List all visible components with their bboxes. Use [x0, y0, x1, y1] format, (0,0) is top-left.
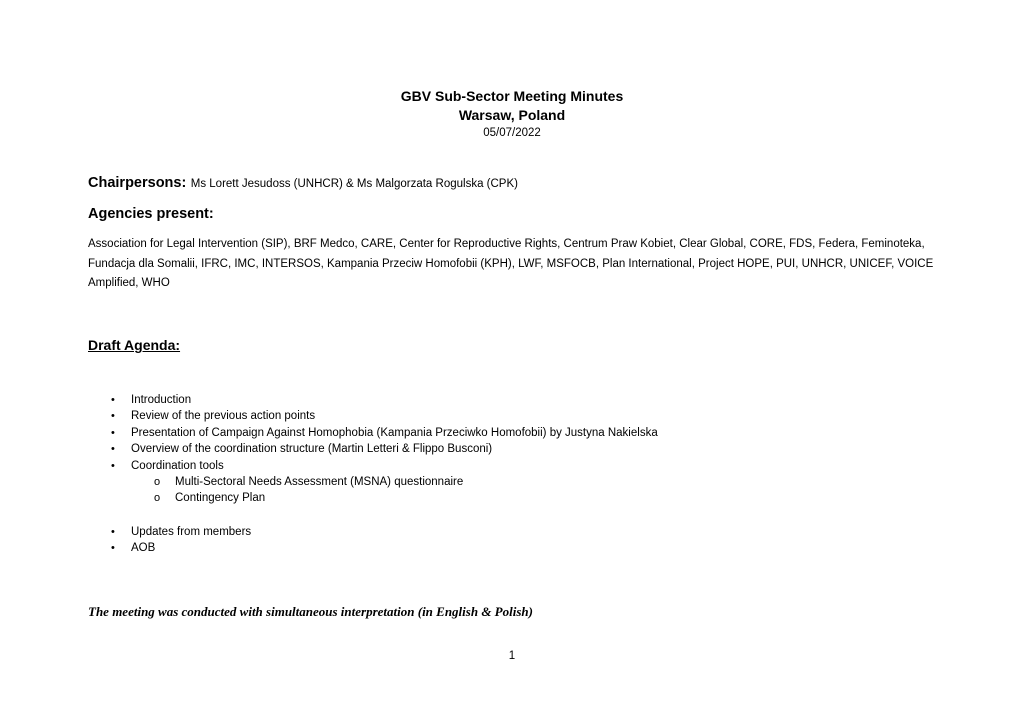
list-item	[106, 408, 926, 424]
list-item	[106, 524, 926, 540]
agenda-sub-item-text: Contingency Plan	[175, 492, 266, 505]
agencies-list: Association for Legal Intervention (SIP), BRF Medco, CARE, Center for Reproductive Rights, Centrum Praw Kobiet, Clear Global, CORE, FDS, Federa, Feminoteka, Fundacja dla Somalii, IFRC, IMC, INTERSOS, Kampania Przeciw Homofobii (KPH), LWF, MSFOCB, Plan International, Project HOPE, PUI, UNHCR, UNICEF, VOICE Amplified, WHO	[88, 238, 934, 289]
bullet-icon: •	[111, 410, 115, 423]
list-item	[106, 425, 926, 441]
agenda-list	[106, 392, 926, 557]
agenda-item-text: Overview of the coordination structure (Martin Letteri & Flippo Busconi)	[131, 443, 493, 456]
list-item	[106, 392, 926, 408]
bullet-icon: •	[111, 459, 115, 472]
interpretation-note: The meeting was conducted with simultaneous interpretation (in English & Polish)	[88, 604, 533, 619]
agenda-item-text: Coordination tools	[131, 459, 224, 472]
agencies-label: Agencies present:	[88, 206, 214, 222]
sub-list-item	[106, 474, 926, 490]
bullet-icon: •	[111, 542, 115, 555]
bullet-icon: •	[111, 443, 115, 456]
page-number: 1	[508, 650, 516, 662]
sub-bullet-icon: o	[154, 492, 161, 505]
document-location: Warsaw, Poland	[458, 107, 566, 123]
chairpersons-label: Chairpersons:	[88, 175, 187, 191]
bullet-icon: •	[111, 525, 115, 538]
agenda-heading	[88, 337, 938, 355]
document-date: 05/07/2022	[483, 127, 541, 139]
document-header	[0, 87, 1024, 142]
list-item	[106, 540, 926, 556]
sub-list-item	[106, 490, 926, 506]
bullet-icon: •	[111, 394, 115, 406]
agenda-item-text: Review of the previous action points	[131, 410, 316, 423]
chairpersons-line	[88, 174, 938, 192]
list-spacer	[106, 507, 926, 524]
list-item	[106, 458, 926, 474]
chairpersons-value: Ms Lorett Jesudoss (UNHCR) & Ms Malgorzata Rogulska (CPK)	[190, 178, 518, 190]
agencies-heading	[88, 205, 938, 223]
agenda-item-text: Introduction	[131, 394, 192, 406]
document-title: GBV Sub-Sector Meeting Minutes	[400, 88, 624, 104]
bullet-icon: •	[111, 426, 115, 439]
agenda-item-text: Updates from members	[131, 525, 252, 538]
sub-bullet-icon: o	[154, 476, 161, 489]
agenda-sub-item-text: Multi-Sectoral Needs Assessment (MSNA) questionnaire	[175, 476, 464, 489]
agenda-item-text: AOB	[131, 542, 156, 555]
agenda-item-text: Presentation of Campaign Against Homophobia (Kampania Przeciwko Homofobii) by Justyna Nakielska	[131, 426, 658, 439]
list-item	[106, 441, 926, 457]
agenda-heading-text: Draft Agenda:	[88, 337, 181, 353]
